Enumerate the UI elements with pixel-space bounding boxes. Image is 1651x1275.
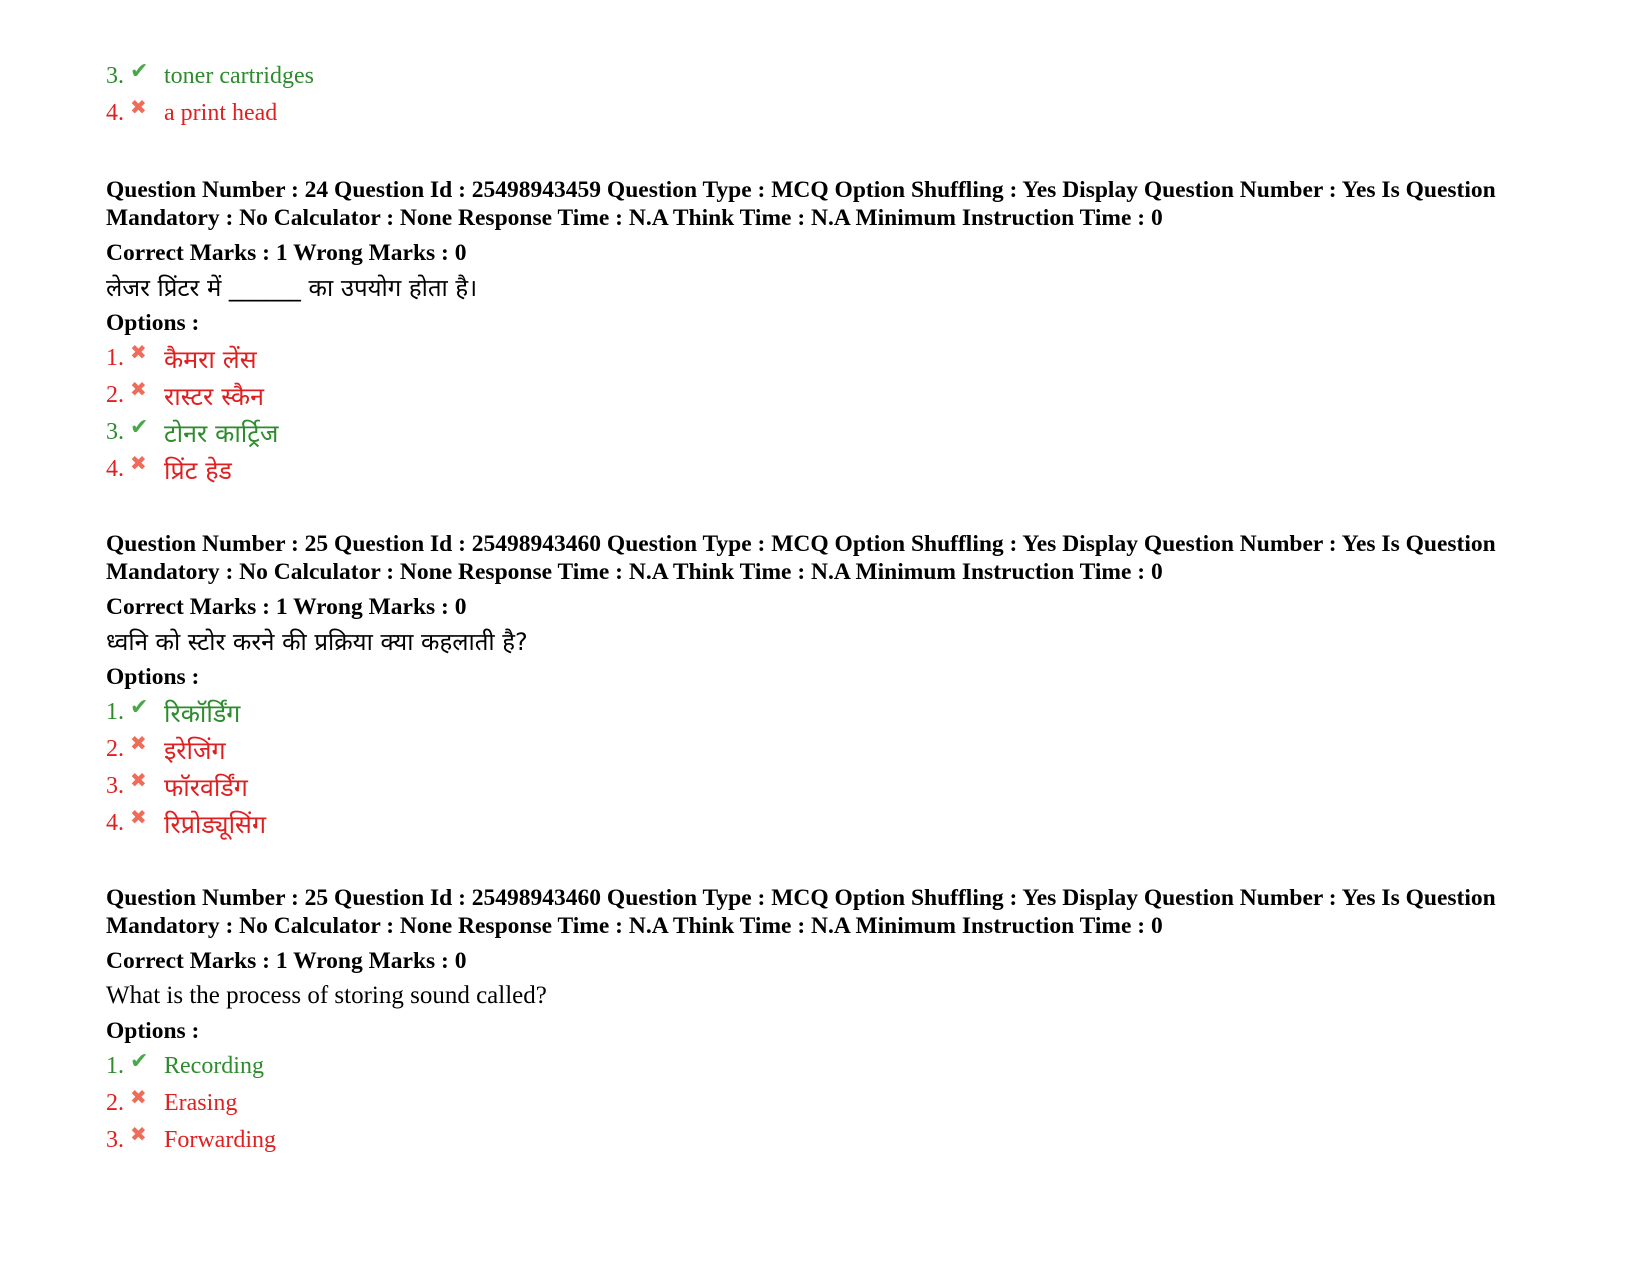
option-text: इरेजिंग [164, 735, 226, 765]
question-marks: Correct Marks : 1 Wrong Marks : 0 [106, 948, 467, 974]
cross-icon: ✖ [130, 97, 147, 119]
option-item [106, 768, 1546, 805]
cross-icon: ✖ [130, 379, 147, 401]
document-page [106, 58, 1546, 1159]
option-text: रास्टर स्कैन [164, 381, 264, 411]
option-item [106, 731, 1546, 768]
question-text: ध्वनि को स्टोर करने की प्रक्रिया क्या कहलाती है? [106, 628, 528, 656]
option-text: Forwarding [164, 1127, 276, 1153]
option-item [106, 1048, 1546, 1085]
option-number: 2. [106, 736, 124, 762]
option-item [106, 451, 1546, 488]
options-label: Options : [106, 310, 200, 336]
option-number: 3. [106, 419, 124, 445]
question-marks: Correct Marks : 1 Wrong Marks : 0 [106, 594, 467, 620]
option-number: 4. [106, 810, 124, 836]
cross-icon: ✖ [130, 1087, 147, 1109]
cross-icon: ✖ [130, 770, 147, 792]
option-item [106, 1122, 1546, 1159]
option-item [106, 340, 1546, 377]
check-icon: ✔ [130, 413, 149, 439]
options-label: Options : [106, 664, 200, 690]
option-text: रिकॉर्डिंग [164, 698, 241, 728]
option-item [106, 414, 1546, 451]
cross-icon: ✖ [130, 1124, 147, 1146]
check-icon: ✔ [130, 693, 149, 719]
option-number: 3. [106, 1127, 124, 1153]
options-label: Options : [106, 1018, 200, 1044]
cross-icon: ✖ [130, 342, 147, 364]
cross-icon: ✖ [130, 807, 147, 829]
option-text: फॉरवर्डिंग [164, 772, 248, 802]
option-number: 1. [106, 1053, 124, 1079]
option-item [106, 694, 1546, 731]
option-text: Recording [164, 1053, 264, 1079]
question-text: लेजर प्रिंटर में ______ का उपयोग होता है। [106, 274, 478, 302]
option-item [106, 58, 1546, 95]
option-item [106, 805, 1546, 842]
option-number: 3. [106, 773, 124, 799]
question-marks: Correct Marks : 1 Wrong Marks : 0 [106, 240, 467, 266]
cross-icon: ✖ [130, 733, 147, 755]
option-number: 2. [106, 382, 124, 408]
question-meta: Question Number : 25 Question Id : 25498943460 Question Type : MCQ Option Shuffling : Yes Display Question Number : Yes Is Question Mandatory : No Calculator : None Response Time : N.A Think Time : N.A Minimum Instruction Time : 0 [106, 885, 1496, 939]
option-number: 1. [106, 345, 124, 371]
option-text: Erasing [164, 1090, 238, 1116]
question-block [106, 530, 1546, 842]
option-number: 2. [106, 1090, 124, 1116]
option-text: टोनर कार्ट्रिज [164, 418, 279, 448]
cross-icon: ✖ [130, 453, 147, 475]
question-meta: Question Number : 25 Question Id : 25498943460 Question Type : MCQ Option Shuffling : Yes Display Question Number : Yes Is Question Mandatory : No Calculator : None Response Time : N.A Think Time : N.A Minimum Instruction Time : 0 [106, 531, 1496, 585]
option-number: 4. [106, 100, 124, 126]
option-number: 1. [106, 699, 124, 725]
option-text: प्रिंट हेड [164, 455, 232, 485]
check-icon: ✔ [130, 1047, 149, 1073]
option-text: a print head [164, 100, 278, 126]
question-block [106, 884, 1546, 1159]
option-text: रिप्रोड्यूसिंग [164, 809, 267, 839]
check-icon: ✔ [130, 57, 149, 83]
option-text: toner cartridges [164, 63, 314, 89]
option-number: 3. [106, 63, 124, 89]
question-text: What is the process of storing sound called? [106, 982, 547, 1009]
top-options [106, 58, 1546, 132]
option-item [106, 1085, 1546, 1122]
option-item [106, 95, 1546, 132]
option-text: कैमरा लेंस [164, 344, 257, 374]
question-block [106, 176, 1546, 488]
option-number: 4. [106, 456, 124, 482]
option-item [106, 377, 1546, 414]
question-meta: Question Number : 24 Question Id : 25498943459 Question Type : MCQ Option Shuffling : Yes Display Question Number : Yes Is Question Mandatory : No Calculator : None Response Time : N.A Think Time : N.A Minimum Instruction Time : 0 [106, 177, 1496, 231]
